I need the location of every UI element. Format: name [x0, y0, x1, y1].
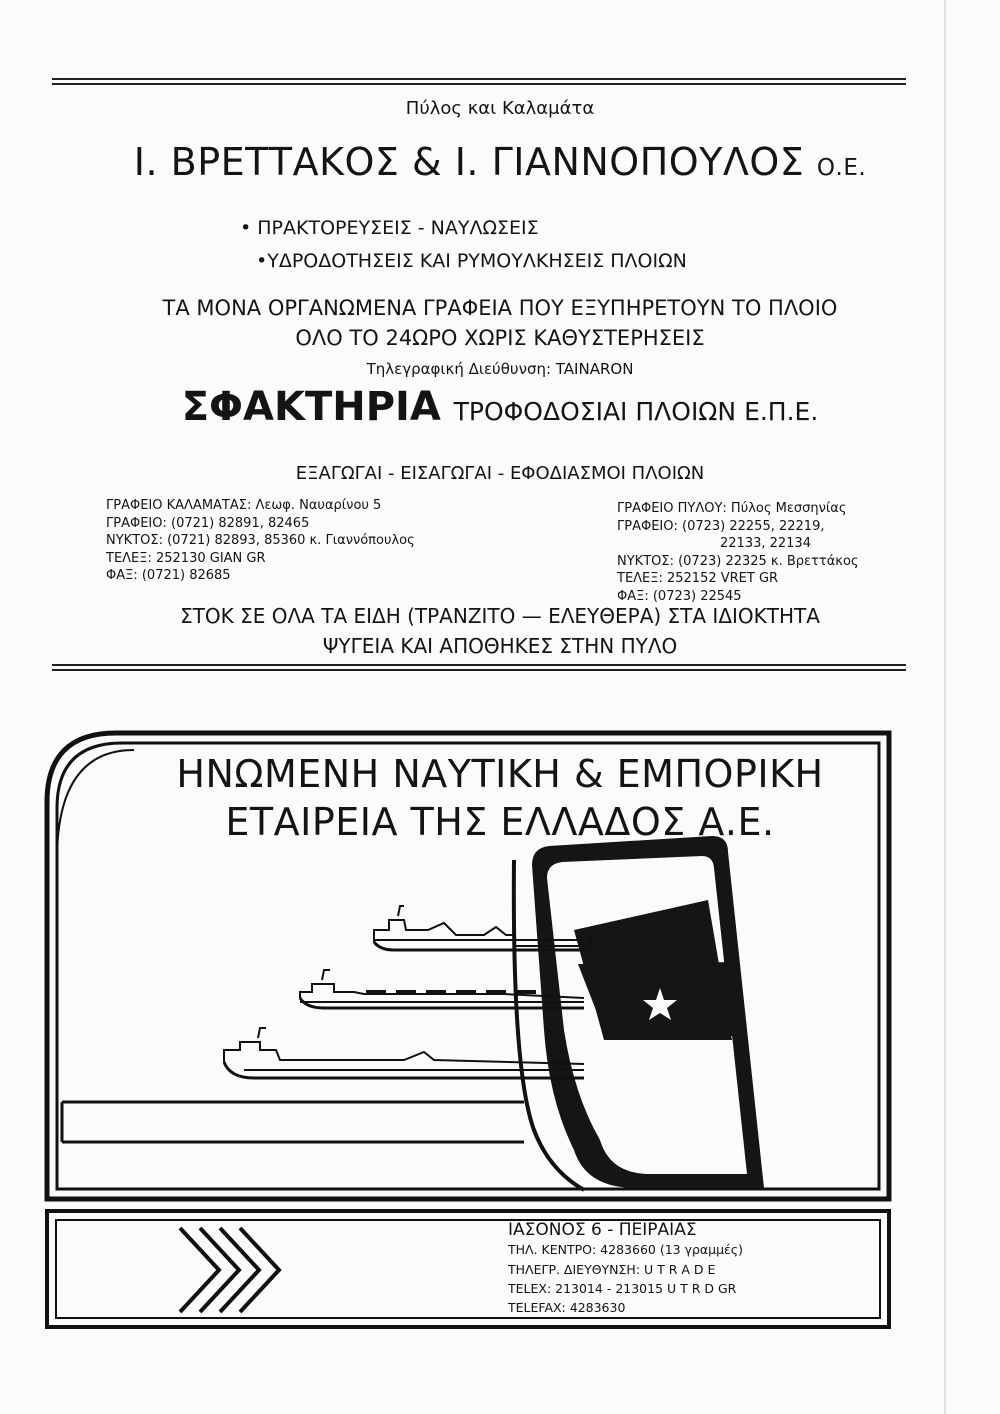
company-name: [0, 140, 1000, 184]
office-line: ΓΡΑΦΕΙΟ: (0723) 22255, 22219,: [617, 518, 825, 534]
service-item: [256, 250, 687, 272]
office-line: ΝΥΚΤΟΣ: (0721) 82893, 85360 κ. Γιαννόπουλος: [106, 533, 415, 548]
bottom-rule: [52, 664, 906, 671]
trade-line: ΕΞΑΓΩΓΑΙ - ΕΙΣΑΓΩΓΑΙ - ΕΦΟΔΙΑΣΜΟΙ ΠΛΟΙΩΝ: [295, 463, 705, 484]
address-line: TELEFAX: 4283630: [508, 1300, 626, 1315]
second-company-desc: ΤΡΟΦΟΔΟΣΙΑΙ ΠΛΟΙΩΝ Ε.Π.Ε.: [453, 397, 819, 426]
address-box: [44, 1208, 892, 1330]
chevron-right-icon: [180, 1228, 279, 1312]
office-line: 22133, 22134: [720, 536, 811, 551]
office-line: ΦΑΞ: (0723) 22545: [617, 588, 742, 604]
telegraphic-address: Τηλεγραφική Διεύθυνση: TAINARON: [366, 360, 634, 378]
office-pylos: [617, 500, 859, 605]
address-title: ΙΑΣΟΝΟΣ 6 - ΠΕΙΡΑΙΑΣ: [508, 1220, 697, 1240]
stock-line-2: ΨΥΓΕΙΑ ΚΑΙ ΑΠΟΘΗΚΕΣ ΣΤΗΝ ΠΥΛΟ: [322, 634, 678, 658]
office-line: ΤΕΛΕΞ: 252130 GIAN GR: [106, 550, 266, 566]
office-line: ΝΥΚΤΟΣ: (0723) 22325 κ. Βρεττάκος: [617, 553, 859, 569]
bullet-icon: •: [256, 250, 268, 272]
company-name-main: Ι. ΒΡΕΤΤΑΚΟΣ & Ι. ΓΙΑΝΝΟΠΟΥΛΟΣ: [133, 140, 805, 184]
company-suffix: Ο.Ε.: [816, 155, 867, 181]
service-label: ΠΡΑΚΤΟΡΕΥΣΕΙΣ - ΝΑΥΛΩΣΕΙΣ: [257, 217, 539, 239]
office-line: ΓΡΑΦΕΙΟ: (0721) 82891, 82465: [106, 515, 310, 531]
slogan-line-2: ΟΛΟ ΤΟ 24ΩΡΟ ΧΩΡΙΣ ΚΑΘΥΣΤΕΡΗΣΕΙΣ: [295, 326, 705, 350]
office-kalamata: [106, 497, 415, 585]
address-line: ΤΗΛΕΓΡ. ΔΙΕΥΘΥΝΣΗ: U T R A D E: [508, 1262, 716, 1277]
service-label: ΥΔΡΟΔΟΤΗΣΕΙΣ ΚΑΙ ΡΥΜΟΥΛΚΗΣΕΙΣ ΠΛΟΙΩΝ: [267, 250, 687, 272]
funnel-star-icon: [514, 836, 764, 1190]
address-line: TELEX: 213014 - 213015 U T R D GR: [508, 1281, 737, 1296]
second-company: [0, 384, 1000, 430]
slogan-line-1: ΤΑ ΜΟΝΑ ΟΡΓΑΝΩΜΕΝΑ ΓΡΑΦΕΙΑ ΠΟΥ ΕΞΥΠΗΡΕΤΟΥΝ ΤΟ ΠΛΟΙΟ: [162, 296, 838, 320]
location-line: Πύλος και Καλαμάτα: [405, 98, 595, 119]
second-company-name: ΣΦΑΚΤΗΡΙΑ: [181, 384, 441, 430]
top-rule: [52, 78, 906, 85]
office-line: ΓΡΑΦΕΙΟ ΚΑΛΑΜΑΤΑΣ: Λεωφ. Ναυαρίνου 5: [106, 498, 382, 513]
bottom-title-line-1: ΗΝΩΜΕΝΗ ΝΑΥΤΙΚΗ & ΕΜΠΟΡΙΚΗ: [176, 752, 824, 796]
bottom-title-line-2: ΕΤΑΙΡΕΙΑ ΤΗΣ ΕΛΛΑΔΟΣ Α.Ε.: [225, 800, 775, 844]
office-line: ΓΡΑΦΕΙΟ ΠΥΛΟΥ: Πύλος Μεσσηνίας: [617, 501, 847, 516]
service-item: [240, 217, 539, 239]
ship-icon: [224, 1028, 584, 1078]
office-line: ΤΕΛΕΞ: 252152 VRET GR: [617, 571, 779, 586]
office-line: ΦΑΞ: (0721) 82685: [106, 568, 231, 583]
page-edge: [944, 0, 946, 1414]
stock-line-1: ΣΤΟΚ ΣΕ ΟΛΑ ΤΑ ΕΙΔΗ (ΤΡΑΝΖΙΤΟ — ΕΛΕΥΘΕΡΑ) ΣΤΑ ΙΔΙΟΚΤΗΤΑ: [180, 604, 820, 628]
address-line: ΤΗΛ. ΚΕΝΤΡΟ: 4283660 (13 γραμμές): [508, 1242, 744, 1257]
bullet-icon: •: [240, 217, 252, 239]
